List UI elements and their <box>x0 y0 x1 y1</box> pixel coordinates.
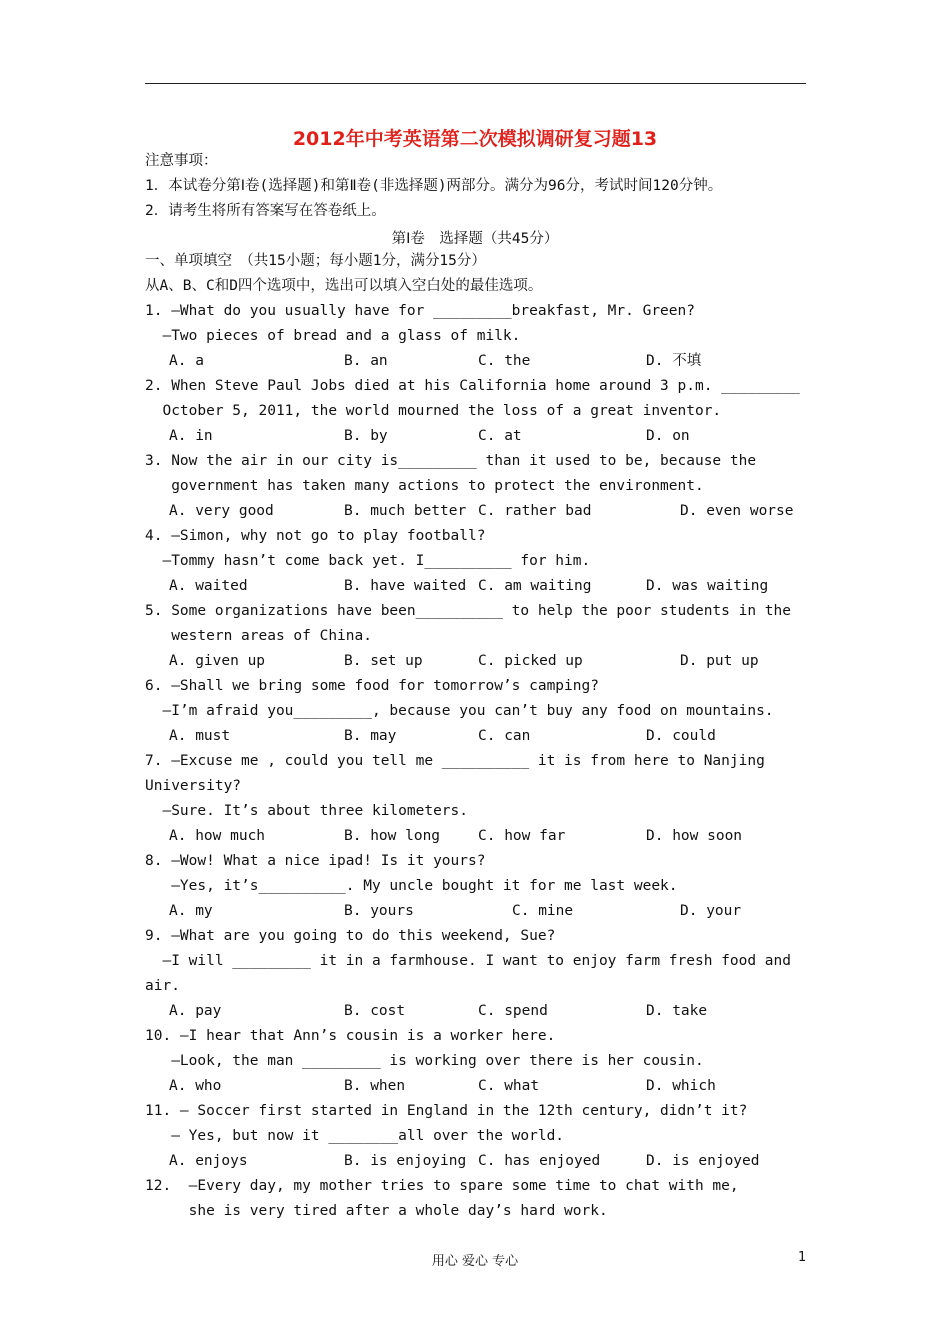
option-b: B. an <box>344 353 388 369</box>
option-a: A. very good <box>169 503 274 519</box>
page-number: 1 <box>798 1250 807 1265</box>
option-c: C. am waiting <box>478 578 592 594</box>
option-d: D. is enjoyed <box>646 1153 760 1169</box>
option-b: B. much better <box>344 503 467 519</box>
option-b: B. may <box>344 728 397 744</box>
option-a: A. my <box>169 903 213 919</box>
question-line: —Tommy hasn’t come back yet. I__________ for him. <box>145 553 591 569</box>
option-a: A. who <box>169 1078 222 1094</box>
question-line: 9. —What are you going to do this weekend, Sue? <box>145 928 556 944</box>
question-line: —Look, the man _________ is working over there is her cousin. <box>145 1053 704 1069</box>
question-line: 1. —What do you usually have for _________breakfast, Mr. Green? <box>145 303 695 319</box>
question-line: 2. When Steve Paul Jobs died at his California home around 3 p.m. _________ <box>145 378 800 394</box>
option-a: A. pay <box>169 1003 222 1019</box>
question-line: 3. Now the air in our city is_________ than it used to be, because the <box>145 453 757 469</box>
option-c: C. spend <box>478 1003 548 1019</box>
option-a: A. how much <box>169 828 266 844</box>
question-line: October 5, 2011, the world mourned the loss of a great inventor. <box>145 403 722 419</box>
option-b: B. by <box>344 428 388 444</box>
option-c: C. what <box>478 1078 540 1094</box>
notice-item: 2．请考生将所有答案写在答卷纸上。 <box>145 203 386 219</box>
option-d: D. could <box>646 728 716 744</box>
option-b: B. is enjoying <box>344 1153 467 1169</box>
page-footer: 用心 爱心 专心 <box>431 1254 519 1269</box>
option-b: B. yours <box>344 903 414 919</box>
option-c: C. at <box>478 428 522 444</box>
option-d: D. take <box>646 1003 708 1019</box>
option-b: B. cost <box>344 1003 406 1019</box>
option-d: D. was waiting <box>646 578 769 594</box>
page-title: 2012年中考英语第二次模拟调研复习题13 <box>292 128 658 150</box>
option-a: A. in <box>169 428 213 444</box>
option-c: C. rather bad <box>478 503 592 519</box>
option-c: C. mine <box>512 903 574 919</box>
option-d: D. on <box>646 428 690 444</box>
question-line: air. <box>145 978 180 994</box>
option-a: A. enjoys <box>169 1153 248 1169</box>
notice-item: 1．本试卷分第Ⅰ卷(选择题)和第Ⅱ卷(非选择题)两部分。满分为96分，考试时间120分钟。 <box>145 178 723 194</box>
question-line: — Yes, but now it ________all over the world. <box>145 1128 565 1144</box>
option-d: D. 不填 <box>646 353 702 369</box>
option-c: C. has enjoyed <box>478 1153 601 1169</box>
option-b: B. when <box>344 1078 406 1094</box>
option-d: D. how soon <box>646 828 743 844</box>
question-line: 5. Some organizations have been__________ to help the poor students in the <box>145 603 792 619</box>
option-a: A. given up <box>169 653 266 669</box>
question-line: 4. —Simon, why not go to play football? <box>145 528 486 544</box>
option-a: A. must <box>169 728 231 744</box>
question-line: 7. —Excuse me , could you tell me __________ it is from here to Nanjing <box>145 753 765 769</box>
question-line: —Two pieces of bread and a glass of milk. <box>145 328 521 344</box>
question-line: 6. —Shall we bring some food for tomorrow’s camping? <box>145 678 599 694</box>
option-a: A. waited <box>169 578 248 594</box>
header-rule <box>145 83 806 84</box>
question-line: University? <box>145 778 242 794</box>
instruction: 从A、B、C和D四个选项中，选出可以填入空白处的最佳选项。 <box>145 278 543 294</box>
question-line: she is very tired after a whole day’s hard work. <box>145 1203 608 1219</box>
question-line: —I’m afraid you_________, because you can’t buy any food on mountains. <box>145 703 774 719</box>
notice-heading: 注意事项： <box>145 153 218 169</box>
option-d: D. even worse <box>680 503 794 519</box>
option-c: C. picked up <box>478 653 583 669</box>
option-c: C. the <box>478 353 531 369</box>
option-b: B. set up <box>344 653 423 669</box>
option-d: D. put up <box>680 653 759 669</box>
option-c: C. how far <box>478 828 566 844</box>
question-line: western areas of China. <box>145 628 372 644</box>
option-c: C. can <box>478 728 531 744</box>
option-d: D. which <box>646 1078 716 1094</box>
question-line: —I will _________ it in a farmhouse. I want to enjoy farm fresh food and <box>145 953 792 969</box>
part-heading: 一、单项填空 （共15小题；每小题1分，满分15分） <box>145 253 486 269</box>
option-b: B. have waited <box>344 578 467 594</box>
question-line: 8. —Wow! What a nice ipad! Is it yours? <box>145 853 486 869</box>
option-a: A. a <box>169 353 204 369</box>
question-line: —Sure. It’s about three kilometers. <box>145 803 469 819</box>
section-title: 第Ⅰ卷 选择题（共45分） <box>391 231 559 247</box>
option-d: D. your <box>680 903 742 919</box>
question-line: 11. — Soccer first started in England in the 12th century, didn’t it? <box>145 1103 748 1119</box>
question-line: 12. —Every day, my mother tries to spare some time to chat with me, <box>145 1178 739 1194</box>
question-line: 10. —I hear that Ann’s cousin is a worker here. <box>145 1028 556 1044</box>
question-line: government has taken many actions to protect the environment. <box>145 478 704 494</box>
question-line: —Yes, it’s__________. My uncle bought it for me last week. <box>145 878 678 894</box>
option-b: B. how long <box>344 828 441 844</box>
